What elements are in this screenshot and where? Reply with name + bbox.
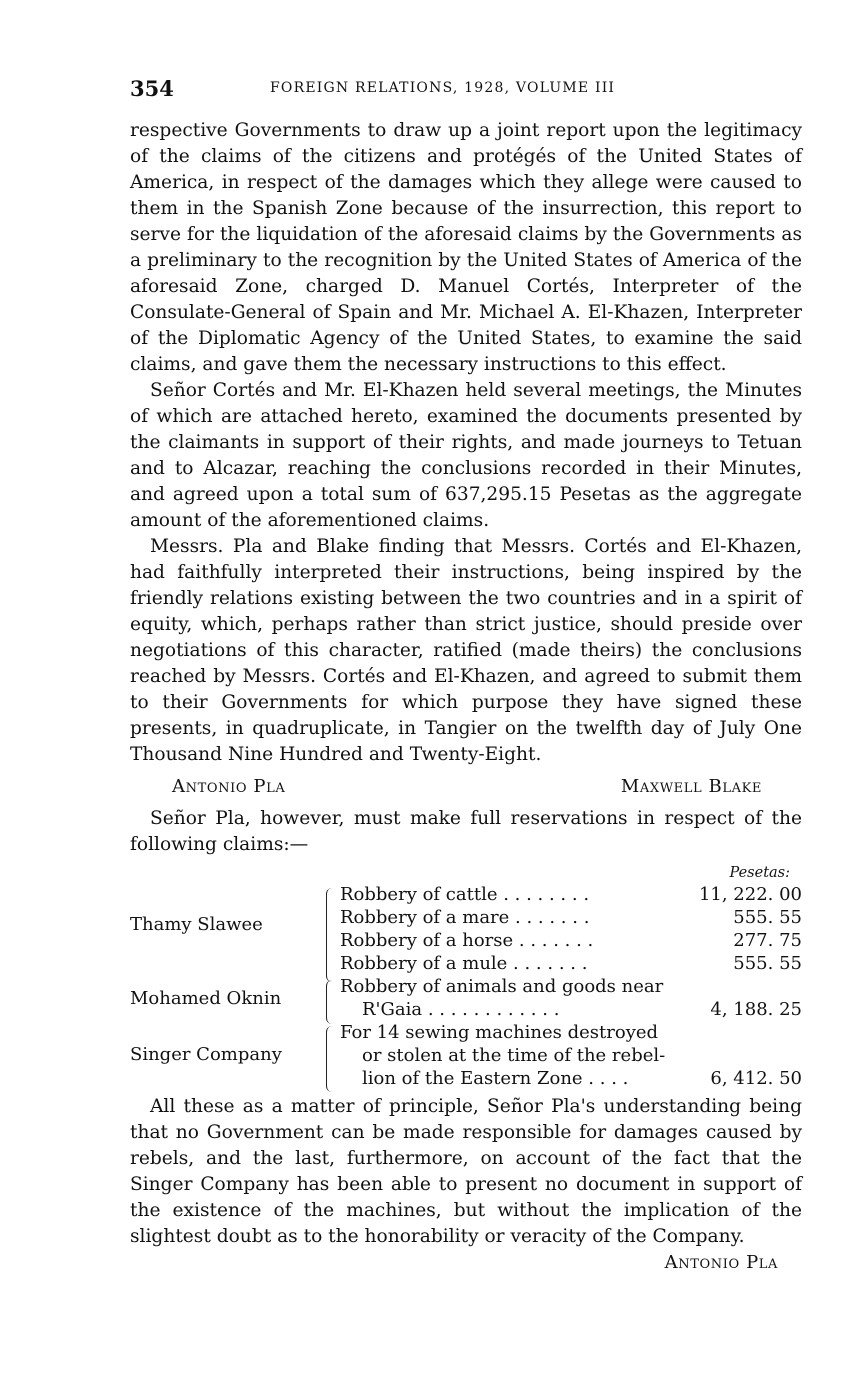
claim-amount: 6, 412. 50 (710, 1068, 802, 1089)
claim-amount: 4, 188. 25 (710, 999, 802, 1020)
claim-item: Robbery of a horse . . . . . . . (340, 930, 594, 951)
paragraph-1: respective Governments to draw up a joint report upon the legitimacy of the claims of the citizens and protégés of the United States of America, in respect of the damages which they allege were caused to them in the Spanish Zone because of the insurrection, this report to serve for the liquidation of the aforesaid claims by the Governments as a preliminary to the recognition by the United States of America of the aforesaid Zone, charged D. Manuel Cortés, Interpreter of the Consulate-General of Spain and Mr. Michael A. El-Khazen, Interpreter of the Diplomatic Agency of the United States, to examine the said claims, and gave them the necessary instructions to this effect. (130, 120, 802, 375)
brace (326, 980, 335, 1024)
claimant-name: Singer Company (130, 1044, 282, 1065)
paragraph-4: Señor Pla, however, must make full reservations in respect of the following claims:— (130, 808, 802, 855)
claim-item: Robbery of a mule . . . . . . . (340, 953, 588, 974)
claim-amount: 555. 55 (733, 907, 802, 928)
claimant-name: Thamy Slawee (130, 914, 263, 935)
brace (326, 888, 335, 982)
claim-item: or stolen at the time of the rebel- (362, 1045, 666, 1066)
currency-header: Pesetas: (729, 865, 790, 881)
paragraph-2: Señor Cortés and Mr. El-Khazen held several meetings, the Minutes of which are attached hereto, examined the documents presented by the claimants in support of their rights, and made journeys to Tetuan and to Alcazar, reaching the conclusions recorded in their Minutes, and agreed upon a total sum of 637,295.15 Pesetas as the aggregate amount of the aforementioned claims. (130, 380, 802, 531)
claim-amount: 555. 55 (733, 953, 802, 974)
running-head: FOREIGN RELATIONS, 1928, VOLUME III (270, 80, 616, 96)
page-number: 354 (130, 76, 174, 101)
signature-final: Antonio Pla (664, 1252, 778, 1273)
claimant-name: Mohamed Oknin (130, 988, 282, 1009)
claim-item: Robbery of cattle . . . . . . . . (340, 884, 590, 905)
claim-item: Robbery of a mare . . . . . . . (340, 907, 590, 928)
brace (326, 1026, 335, 1092)
claims-table (130, 860, 802, 1089)
page-header (130, 76, 802, 102)
paragraph-3: Messrs. Pla and Blake finding that Messrs. Cortés and El-Khazen, had faithfully interpreted their instructions, being inspired by the friendly relations existing between the two countries and in a spirit of equity, which, perhaps rather than strict justice, should preside over negotiations of this character, ratified (made theirs) the conclusions reached by Messrs. Cortés and El-Khazen, and agreed to submit them to their Governments for which purpose they have signed these presents, in quadruplicate, in Tangier on the twelfth day of July One Thousand Nine Hundred and Twenty-Eight. (130, 536, 802, 765)
claim-item: For 14 sewing machines destroyed (340, 1022, 659, 1043)
signature-right: Maxwell Blake (620, 776, 762, 797)
claim-item: R'Gaia . . . . . . . . . . . . (362, 999, 560, 1020)
signature-left: Antonio Pla (172, 776, 286, 797)
body-text (130, 118, 802, 1280)
claim-item: lion of the Eastern Zone . . . . (362, 1068, 629, 1089)
paragraph-5: All these as a matter of principle, Señor Pla's understanding being that no Government can be made responsible for damages caused by rebels, and the last, furthermore, on account of the fact that the Singer Company has been able to present no document in support of the existence of the machines, but without the implication of the slightest doubt as to the honorability or veracity of the Company. (130, 1096, 802, 1247)
final-signature-block (130, 1250, 802, 1280)
claim-amount: 11, 222. 00 (698, 884, 802, 905)
claim-amount: 277. 75 (733, 930, 802, 951)
signature-block (130, 774, 802, 806)
claim-item: Robbery of animals and goods near (340, 976, 664, 997)
